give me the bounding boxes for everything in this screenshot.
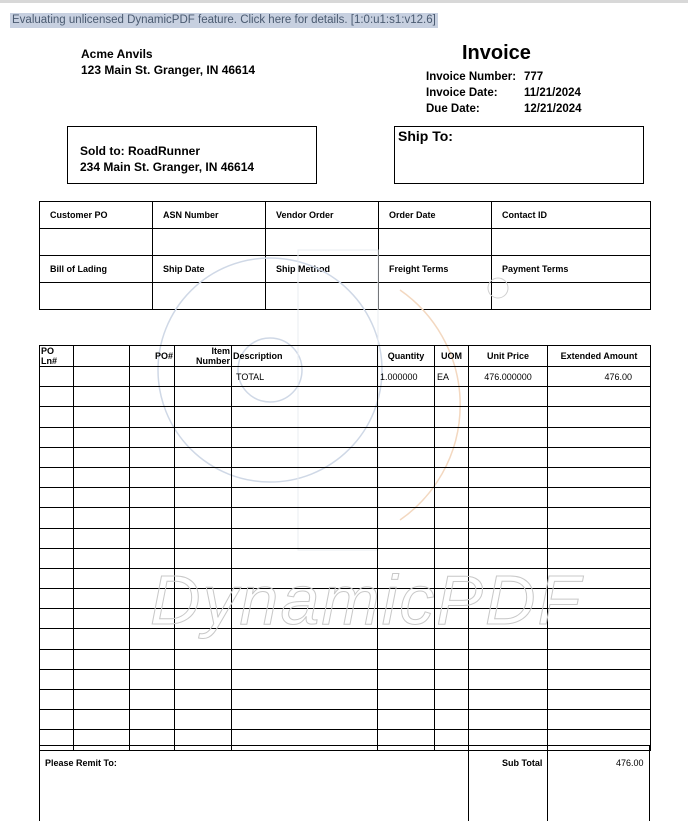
table-cell — [548, 508, 651, 528]
sold-to-box — [67, 126, 317, 184]
company-name: Acme Anvils — [81, 47, 153, 61]
table-cell — [130, 387, 175, 407]
table-cell — [40, 629, 74, 649]
header-quantity: Quantity — [378, 346, 435, 367]
table-cell — [378, 387, 435, 407]
table-cell — [175, 467, 232, 487]
table-cell — [232, 427, 378, 447]
cell-item-number — [175, 367, 232, 387]
table-cell — [130, 467, 175, 487]
table-cell — [232, 488, 378, 508]
table-cell — [435, 467, 469, 487]
table-cell — [469, 528, 548, 548]
table-cell — [74, 548, 130, 568]
table-row — [40, 467, 651, 487]
table-cell — [74, 669, 130, 689]
table-cell — [469, 387, 548, 407]
table-cell — [130, 710, 175, 730]
cell-unit-price: 476.000000 — [469, 367, 548, 387]
table-cell — [74, 528, 130, 548]
table-cell — [130, 488, 175, 508]
company-address: 123 Main St. Granger, IN 46614 — [81, 63, 256, 77]
table-cell — [435, 690, 469, 710]
table-cell — [232, 407, 378, 427]
table-cell — [130, 427, 175, 447]
table-cell — [130, 649, 175, 669]
table-cell — [548, 649, 651, 669]
table-cell — [378, 649, 435, 669]
cell-description: TOTAL — [232, 367, 378, 387]
table-cell — [378, 710, 435, 730]
table-cell — [435, 528, 469, 548]
table-cell — [40, 669, 74, 689]
table-cell — [469, 407, 548, 427]
invoice-title: Invoice — [462, 42, 531, 64]
table-cell — [548, 669, 651, 689]
table-cell — [378, 690, 435, 710]
table-cell — [130, 407, 175, 427]
table-cell — [548, 528, 651, 548]
table-cell — [74, 629, 130, 649]
table-cell — [40, 568, 74, 588]
table-cell — [74, 609, 130, 629]
table-cell — [548, 690, 651, 710]
table-row — [40, 407, 651, 427]
table-cell — [74, 387, 130, 407]
subtotal-label: Sub Total — [502, 758, 543, 768]
sold-to-address: 234 Main St. Granger, IN 46614 — [80, 160, 255, 174]
table-cell — [74, 488, 130, 508]
table-cell — [74, 568, 130, 588]
header-blank — [74, 346, 130, 367]
table-cell — [378, 508, 435, 528]
table-row — [40, 447, 651, 467]
table-cell — [40, 589, 74, 609]
table-cell — [130, 528, 175, 548]
table-row — [40, 367, 651, 387]
table-cell — [435, 649, 469, 669]
table-cell — [232, 669, 378, 689]
table-cell — [130, 508, 175, 528]
table-cell — [40, 690, 74, 710]
invoice-date-label: Invoice Date: — [426, 87, 498, 99]
remit-to-label: Please Remit To: — [45, 758, 117, 768]
table-cell — [232, 690, 378, 710]
header-contact-id: Contact ID — [492, 202, 651, 229]
table-cell — [40, 407, 74, 427]
sold-to-name: Sold to: RoadRunner — [80, 144, 200, 158]
table-cell — [548, 407, 651, 427]
table-cell — [435, 407, 469, 427]
table-cell — [40, 488, 74, 508]
table-cell — [74, 407, 130, 427]
table-cell — [74, 589, 130, 609]
top-border — [0, 0, 688, 3]
table-cell — [232, 387, 378, 407]
table-cell — [378, 427, 435, 447]
footer-divider-2 — [547, 746, 548, 821]
table-row — [40, 669, 651, 689]
table-cell — [548, 447, 651, 467]
table-cell — [130, 690, 175, 710]
table-cell — [175, 488, 232, 508]
cell-po-ln — [40, 367, 74, 387]
invoice-number: 777 — [524, 71, 544, 83]
table-cell — [435, 387, 469, 407]
table-cell — [469, 467, 548, 487]
table-cell — [469, 488, 548, 508]
header-extended-amount: Extended Amount — [548, 346, 651, 367]
table-cell — [175, 710, 232, 730]
table-cell — [232, 710, 378, 730]
table-cell — [130, 447, 175, 467]
header-description: Description — [232, 346, 378, 367]
table-row — [40, 710, 651, 730]
table-cell — [175, 427, 232, 447]
table-row — [40, 488, 651, 508]
table-cell — [469, 508, 548, 528]
cell-customer-po — [40, 229, 153, 256]
table-cell — [378, 528, 435, 548]
table-cell — [175, 528, 232, 548]
table-cell — [40, 710, 74, 730]
table-row — [40, 649, 651, 669]
table-cell — [74, 508, 130, 528]
evaluation-banner[interactable]: Evaluating unlicensed DynamicPDF feature. Click here for details. [1:0:u1:s1:v12.6] — [12, 14, 436, 26]
table-cell — [40, 609, 74, 629]
table-cell — [74, 710, 130, 730]
table-cell — [74, 649, 130, 669]
header-ship-method: Ship Method — [266, 256, 379, 283]
table-row — [40, 690, 651, 710]
cell-bill-of-lading — [40, 283, 153, 310]
table-cell — [378, 669, 435, 689]
table-cell — [548, 710, 651, 730]
invoice-number-label: Invoice Number: — [426, 71, 517, 83]
cell-quantity: 1.000000 — [378, 367, 435, 387]
subtotal-value: 476.00 — [616, 758, 644, 768]
due-date-label: Due Date: — [426, 103, 480, 115]
table-cell — [74, 690, 130, 710]
header-asn-number: ASN Number — [153, 202, 266, 229]
table-cell — [232, 649, 378, 669]
table-cell — [435, 447, 469, 467]
watermark-text: DynamicPDF — [150, 561, 583, 639]
table-cell — [548, 387, 651, 407]
table-cell — [469, 427, 548, 447]
table-cell — [175, 669, 232, 689]
table-cell — [232, 467, 378, 487]
table-row — [40, 508, 651, 528]
header-ship-date: Ship Date — [153, 256, 266, 283]
table-cell — [232, 447, 378, 467]
table-cell — [378, 407, 435, 427]
cell-uom: EA — [435, 367, 469, 387]
header-freight-terms: Freight Terms — [379, 256, 492, 283]
table-cell — [435, 710, 469, 730]
table-row — [40, 427, 651, 447]
table-cell — [548, 467, 651, 487]
header-order-date: Order Date — [379, 202, 492, 229]
table-cell — [40, 528, 74, 548]
table-row — [40, 528, 651, 548]
table-cell — [175, 649, 232, 669]
ship-to-label: Ship To: — [398, 128, 453, 144]
items-header-row — [40, 346, 651, 367]
footer-divider-1 — [468, 746, 469, 821]
table-cell — [469, 669, 548, 689]
table-cell — [40, 447, 74, 467]
table-cell — [74, 427, 130, 447]
table-cell — [175, 690, 232, 710]
header-vendor-order: Vendor Order — [266, 202, 379, 229]
registered-mark-icon — [488, 278, 508, 298]
table-cell — [130, 669, 175, 689]
header-uom: UOM — [435, 346, 469, 367]
header-customer-po: Customer PO — [40, 202, 153, 229]
invoice-date: 11/21/2024 — [524, 87, 581, 99]
table-row — [40, 387, 651, 407]
table-cell — [175, 387, 232, 407]
due-date: 12/21/2024 — [524, 103, 582, 115]
table-cell — [435, 508, 469, 528]
table-cell — [175, 508, 232, 528]
table-cell — [469, 649, 548, 669]
cell-blank — [74, 367, 130, 387]
table-cell — [175, 407, 232, 427]
table-cell — [378, 467, 435, 487]
table-cell — [232, 528, 378, 548]
table-cell — [74, 467, 130, 487]
table-cell — [40, 508, 74, 528]
items-table — [39, 345, 651, 751]
table-cell — [469, 710, 548, 730]
table-cell — [40, 649, 74, 669]
table-cell — [232, 508, 378, 528]
table-cell — [378, 447, 435, 467]
table-cell — [40, 387, 74, 407]
table-cell — [435, 427, 469, 447]
invoice-meta — [426, 69, 606, 117]
cell-po — [130, 367, 175, 387]
header-po: PO# — [130, 346, 175, 367]
header-payment-terms: Payment Terms — [492, 256, 651, 283]
table-cell — [548, 427, 651, 447]
header-unit-price: Unit Price — [469, 346, 548, 367]
cell-extended-amount: 476.00 — [548, 367, 651, 387]
header-item-number: Item Number — [175, 346, 232, 367]
table-cell — [175, 447, 232, 467]
header-bill-of-lading: Bill of Lading — [40, 256, 153, 283]
table-cell — [378, 488, 435, 508]
table-cell — [74, 447, 130, 467]
table-cell — [435, 488, 469, 508]
table-cell — [469, 447, 548, 467]
table-cell — [40, 427, 74, 447]
company-block — [81, 46, 255, 78]
table-cell — [40, 548, 74, 568]
footer — [39, 745, 650, 821]
table-cell — [435, 669, 469, 689]
table-cell — [469, 690, 548, 710]
table-cell — [548, 488, 651, 508]
ship-to-box — [394, 126, 644, 184]
header-po-ln: PO Ln# — [40, 346, 74, 367]
table-cell — [40, 467, 74, 487]
